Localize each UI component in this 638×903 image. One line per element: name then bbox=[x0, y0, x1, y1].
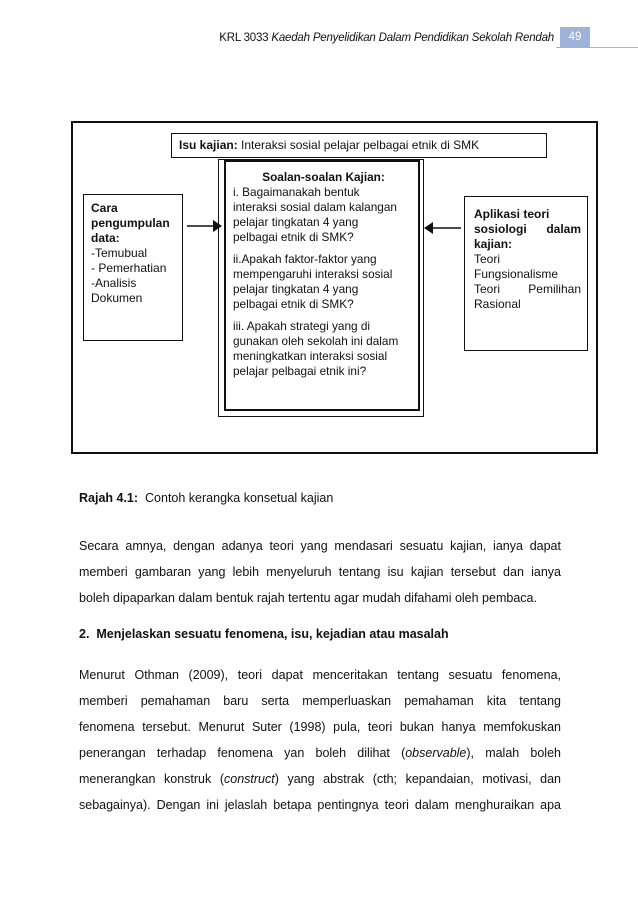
paragraph-line bbox=[79, 740, 561, 766]
aplikasi-item: Teori bbox=[474, 252, 501, 266]
course-title: Kaedah Penyelidikan Dalam Pendidikan Sekolah Rendah bbox=[271, 32, 554, 44]
aplikasi-item: Rasional bbox=[474, 297, 521, 311]
italic-term: observable bbox=[405, 746, 467, 760]
question-2 bbox=[233, 252, 414, 312]
cara-item: Dokumen bbox=[91, 291, 143, 305]
question-line: iii. Apakah strategi yang di bbox=[233, 319, 371, 333]
question-line: pelajar pelbagai etnik ini? bbox=[233, 364, 367, 378]
question-line: ii.Apakah faktor-faktor yang bbox=[233, 252, 377, 266]
paragraph-line: sebagainya). Dengan ini jelaslah betapa pentingnya teori dalam menghuraikan apa bbox=[79, 798, 561, 812]
question-3 bbox=[233, 319, 414, 379]
soalan-title: Soalan-soalan Kajian: bbox=[262, 170, 385, 184]
paragraph-line bbox=[79, 766, 561, 792]
paragraph-2 bbox=[79, 662, 561, 818]
figure-caption bbox=[79, 491, 333, 505]
question-line: pelajar tingkatan 4 yang bbox=[233, 215, 359, 229]
question-1 bbox=[233, 185, 414, 245]
cara-item: -Analisis bbox=[91, 276, 137, 290]
aplikasi-title-line: Aplikasi teori bbox=[474, 207, 550, 221]
isu-label: Isu kajian: bbox=[179, 138, 238, 152]
aplikasi-title-line: sosiologi dalam bbox=[474, 222, 581, 236]
paragraph-line: boleh dipaparkan dalam bentuk rajah tertentu agar mudah difahami oleh pembaca. bbox=[79, 591, 537, 605]
aplikasi-title-line: kajian: bbox=[474, 237, 513, 251]
text-run: menerangkan konstruk ( bbox=[79, 772, 224, 786]
paragraph-line: fenomena tersebut. Menurut Suter (1998) pula, teori bukan hanya memfokuskan bbox=[79, 720, 561, 734]
cara-title-line: Cara bbox=[91, 201, 118, 215]
section-heading bbox=[79, 627, 449, 641]
course-code: KRL 3033 bbox=[219, 32, 269, 44]
cara-item: - Pemerhatian bbox=[91, 261, 167, 275]
aplikasi-item: Fungsionalisme bbox=[474, 267, 559, 281]
arrow-left-icon bbox=[424, 221, 462, 235]
question-line: meningkatkan interaksi sosial bbox=[233, 349, 388, 363]
question-line: i. Bagaimanakah bentuk bbox=[233, 185, 360, 199]
caption-text: Contoh kerangka konsetual kajian bbox=[145, 491, 334, 505]
header-rule bbox=[556, 47, 638, 48]
arrow-right-icon bbox=[187, 219, 223, 233]
question-line: pelajar tingkatan 4 yang bbox=[233, 282, 359, 296]
text-run: ), malah boleh bbox=[466, 746, 561, 760]
cara-title-line: data: bbox=[91, 231, 120, 245]
cara-title bbox=[91, 201, 179, 246]
heading-text: Menjelaskan sesuatu fenomena, isu, kejadian atau masalah bbox=[96, 627, 449, 641]
question-line: gunakan oleh sekolah ini dalam bbox=[233, 334, 399, 348]
paragraph-line: memberi pemahaman baru serta memperluaskan pemahaman kita tentang bbox=[79, 694, 561, 708]
soalan-kajian-box bbox=[224, 160, 420, 411]
text-run: ) yang abstrak (cth; kepandaian, motivasi, dan bbox=[274, 772, 561, 786]
text-run: penerangan terhadap fenomena yan boleh dilihat ( bbox=[79, 746, 406, 760]
question-line: mempengaruhi interaksi sosial bbox=[233, 267, 393, 281]
caption-label: Rajah 4.1: bbox=[79, 491, 139, 505]
page-number: 49 bbox=[560, 27, 590, 47]
cara-item: -Temubual bbox=[91, 246, 148, 260]
question-line: interaksi sosial dalam kalangan bbox=[233, 200, 397, 214]
running-header bbox=[200, 32, 554, 44]
question-line: pelbagai etnik di SMK? bbox=[233, 230, 354, 244]
heading-number: 2. bbox=[79, 627, 90, 641]
italic-term: construct bbox=[224, 772, 275, 786]
paragraph-line: Secara amnya, dengan adanya teori yang mendasari sesuatu kajian, ianya dapat bbox=[79, 539, 561, 553]
paragraph-1 bbox=[79, 533, 561, 611]
aplikasi-teori-box bbox=[464, 196, 588, 351]
paragraph-line: Menurut Othman (2009), teori dapat menceritakan tentang sesuatu fenomena, bbox=[79, 668, 561, 682]
isu-text: Interaksi sosial pelajar pelbagai etnik di SMK bbox=[241, 138, 480, 152]
cara-title-line: pengumpulan bbox=[91, 216, 170, 230]
paragraph-line: memberi gambaran yang lebih menyeluruh tentang isu kajian tersebut dan ianya bbox=[79, 565, 561, 579]
aplikasi-item: Teori Pemilihan bbox=[474, 282, 581, 296]
cara-pengumpulan-box bbox=[83, 194, 183, 341]
isu-kajian-box bbox=[171, 133, 547, 158]
question-line: pelbagai etnik di SMK? bbox=[233, 297, 354, 311]
aplikasi-title bbox=[474, 207, 581, 252]
